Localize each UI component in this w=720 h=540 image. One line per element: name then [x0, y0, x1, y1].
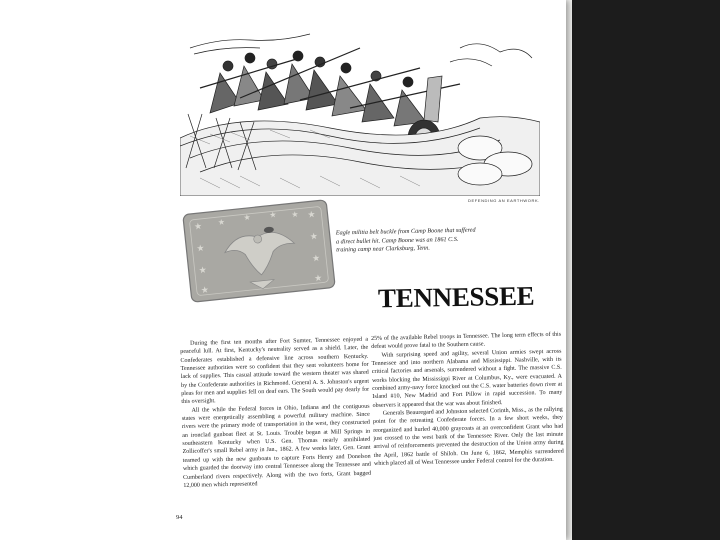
- body-column-left: [180, 336, 371, 490]
- svg-text:★: ★: [309, 230, 319, 242]
- svg-text:★: ★: [313, 272, 323, 284]
- paragraph: With surprising speed and agility, several Union armies swept across Tennessee and into northern Alabama and Mississippi. Nashville, with its critical factories and arsenals, surrendered without a fight. The massive C.S. works blocking the Mississippi River at Columbus, Ky., were evacuated. A combined army-navy force knocked out the C.S. water batteries down river at Island #10, New Madrid and Fort Pillow in rapid succession. To many observers it appeared that the war was about finished.: [371, 348, 563, 409]
- chapter-title: TENNESSEE: [377, 280, 535, 314]
- page-number: 94: [176, 514, 183, 521]
- svg-text:★: ★: [242, 212, 252, 223]
- body-column-right: [371, 331, 564, 469]
- photo-caption: Eagle militia belt buckle from Camp Boone that suffered a direct bullet hit. Camp Boone was an 1861 C.S. training camp near Clarksburg, Tenn.: [335, 226, 476, 254]
- paragraph-continued: 25% of the available Rebel troops in Tennessee. The long term effects of this defeat would prove fatal to the Southern cause.: [371, 331, 562, 351]
- svg-text:★: ★: [195, 242, 205, 254]
- paragraph: All the while the Federal forces in Ohio, Indiana and the contiguous states were energetically assembling a powerful military machine. Since rivers were the primary mode of transportation in the west, they constructed an ironclad gunboat fleet at St. Louis. Trouble began at Mill Springs in southeastern Kentucky when U.S. Gen. Thomas nearly annihilated Zollicoffer's small Rebel army in Jan., 1862. A few weeks later, Gen. Grant teamed up with the new gunboats to capture Forts Henry and Donelson which guarded the doorway into central Tennessee along the Tennessee and Cumberland rivers respectively. Along with the two forts, Grant bagged 12,000 men which represented: [181, 403, 372, 489]
- svg-text:★: ★: [193, 220, 203, 232]
- paragraph: Generals Beauregard and Johnston selected Corinth, Miss., as the rallying point for the retreating Confederate forces. In a few short weeks, they reorganized and hurled 40,000 graycoats at an overconfident Grant who had just crossed to the west bank of the Tennessee River. Only the last minute arrival of reinforcements prevented the destruction of the Union army during the April, 1862 battle of Shiloh. On June 6, 1862, Memphis surrendered which placed all of West Tennessee under Federal control for the duration.: [372, 406, 564, 468]
- svg-text:★: ★: [217, 217, 226, 228]
- svg-text:★: ★: [200, 284, 210, 296]
- earthwork-illustration: [180, 18, 540, 196]
- svg-text:★: ★: [268, 210, 277, 220]
- svg-text:★: ★: [198, 264, 208, 276]
- paragraph: During the first ten months after Fort Sumter, Tennessee enjoyed a peaceful lull. At first, Kentucky's neutrality served as a shield. Later, the Confederates established a defensive line across southern Kentucky. Tennessee authorities were so confident that they sent volunteers home for lack of supplies. This casual attitude toward the western theater was shared by the Confederate authorities in Richmond. General A. S. Johnston's urgent pleas for men and supplies fell on deaf ears. The South would pay dearly for this oversight.: [180, 336, 370, 406]
- svg-text:★: ★: [290, 209, 300, 220]
- svg-text:★: ★: [306, 208, 317, 220]
- svg-text:★: ★: [311, 252, 321, 264]
- scanner-dark-margin: [572, 0, 720, 540]
- eagle-buckle-photo: [177, 197, 341, 305]
- illustration-caption: DEFENDING AN EARTHWORK.: [468, 198, 540, 203]
